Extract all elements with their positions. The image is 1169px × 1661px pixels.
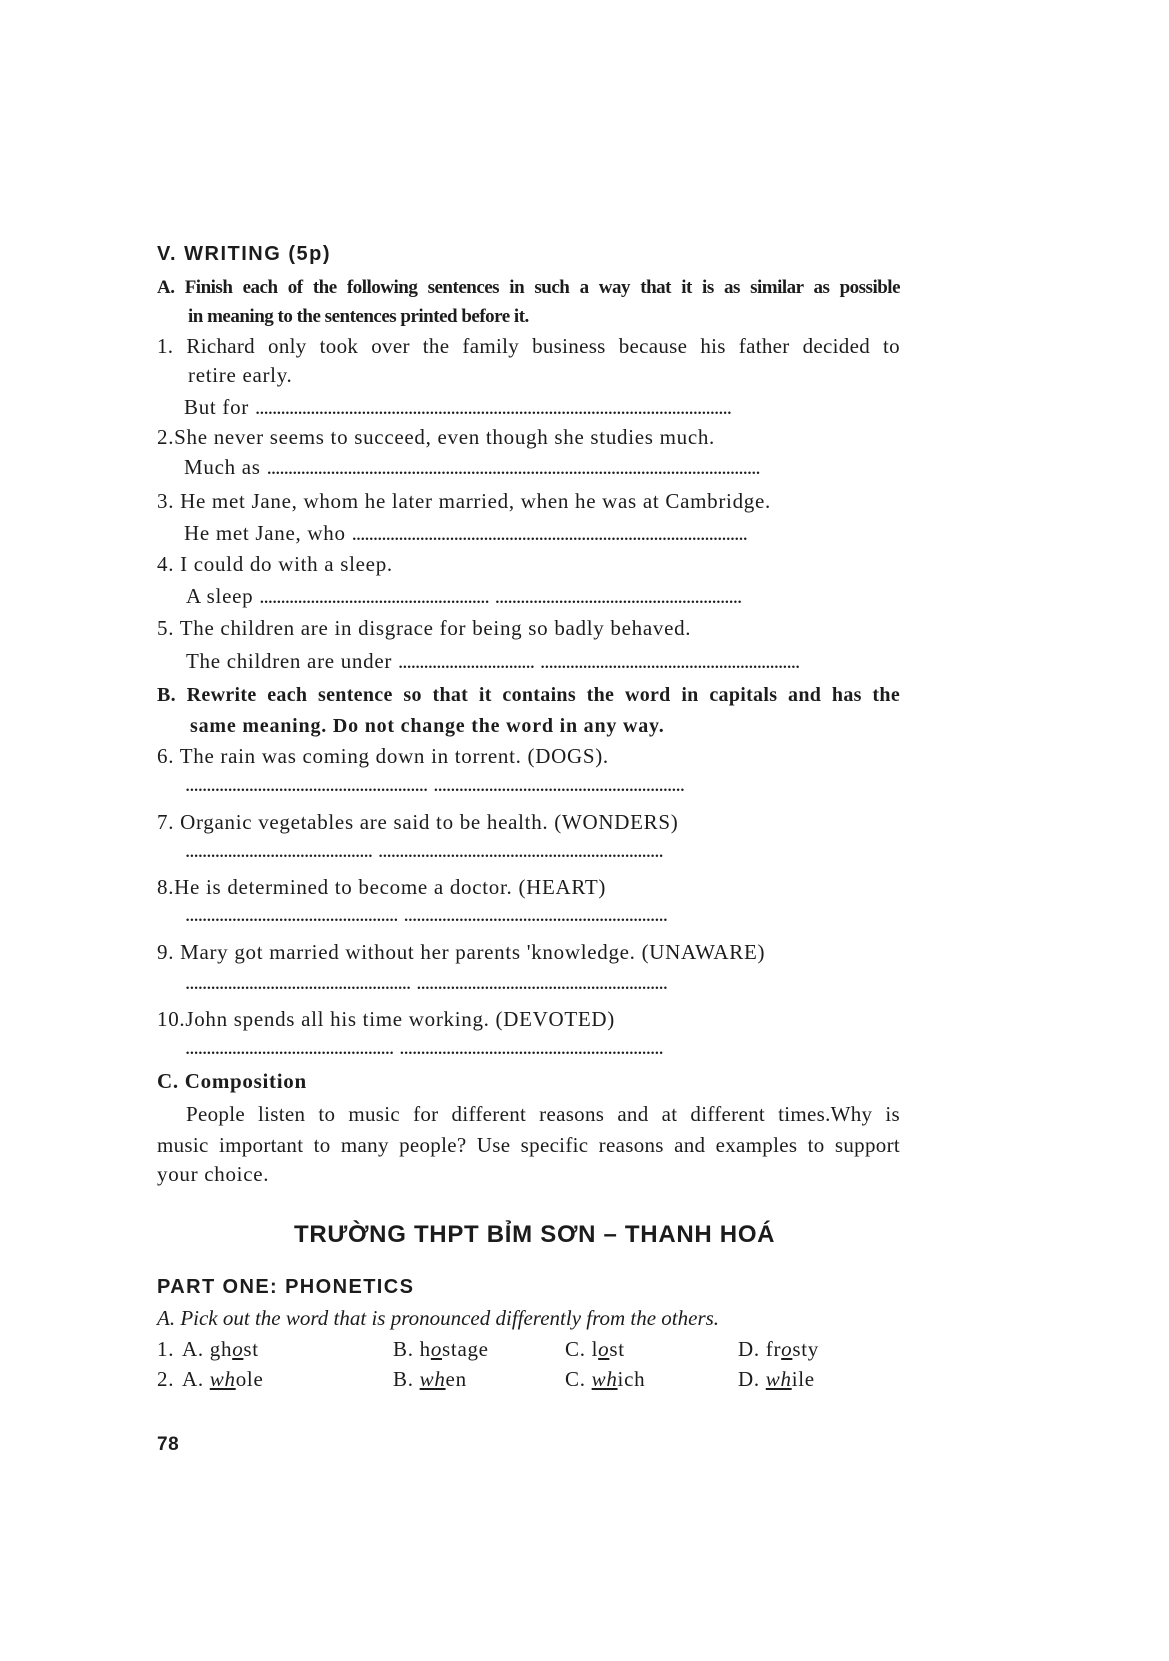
item-9-answer-line bbox=[185, 967, 667, 997]
answer-dots: .................................................................................................................... bbox=[266, 455, 760, 479]
option-d bbox=[738, 1334, 819, 1364]
item-4-prompt: A sleep bbox=[186, 584, 254, 608]
item-9-sentence: 9. Mary got married without her parents 'knowledge. (UNAWARE) bbox=[157, 940, 766, 964]
option-letter: B. bbox=[393, 1337, 414, 1361]
composition-line-3: your choice. bbox=[157, 1162, 270, 1186]
item-1-prompt: But for bbox=[184, 395, 249, 419]
phonetics-instruction: A. Pick out the word that is pronounced differently from the others. bbox=[157, 1306, 720, 1330]
option-word-end: ile bbox=[791, 1367, 815, 1391]
option-underlined-sound: o bbox=[430, 1337, 443, 1361]
item-1-sentence: 1. Richard only took over the family business because his father decided to bbox=[157, 334, 900, 358]
option-letter: C. bbox=[565, 1367, 586, 1391]
item-4-sentence: 4. I could do with a sleep. bbox=[157, 552, 393, 576]
option-word-start: gh bbox=[209, 1337, 233, 1361]
item-6-sentence: 6. The rain was coming down in torrent. (DOGS). bbox=[157, 744, 609, 768]
option-c bbox=[565, 1334, 625, 1364]
answer-dots: ...................................................... bbox=[259, 584, 489, 608]
item-7-sentence: 7. Organic vegetables are said to be health. (WONDERS) bbox=[157, 810, 679, 834]
answer-dots: .............................................................. bbox=[403, 902, 667, 926]
option-letter: D. bbox=[738, 1367, 760, 1391]
answer-dots: .............................................................. bbox=[399, 1035, 663, 1059]
option-letter: D. bbox=[738, 1337, 760, 1361]
option-word-start: fr bbox=[765, 1337, 782, 1361]
page-number: 78 bbox=[157, 1434, 180, 1455]
item-3-prompt: He met Jane, who bbox=[184, 521, 346, 545]
item-8-answer-line bbox=[185, 899, 667, 929]
answer-dots: ............................................................................................. bbox=[351, 521, 747, 545]
composition-line-2: music important to many people? Use specific reasons and examples to support bbox=[157, 1133, 900, 1157]
option-letter: A. bbox=[182, 1337, 204, 1361]
option-word-end: ole bbox=[235, 1367, 264, 1391]
option-underlined-sound: o bbox=[598, 1337, 610, 1361]
answer-dots: ........................................................... bbox=[433, 772, 684, 796]
answer-dots: .......................................................... bbox=[494, 584, 742, 608]
item-2-sentence: 2.She never seems to succeed, even though she studies much. bbox=[157, 425, 716, 449]
composition-line-1: People listen to music for different reasons and at different times.Why is bbox=[186, 1102, 900, 1126]
option-underlined-sound: wh bbox=[209, 1367, 236, 1391]
section-heading-writing: V. WRITING (5p) bbox=[157, 243, 331, 265]
item-10-sentence: 10.John spends all his time working. (DEVOTED) bbox=[157, 1007, 615, 1031]
option-underlined-sound: wh bbox=[591, 1367, 618, 1391]
option-underlined-sound: o bbox=[781, 1337, 793, 1361]
option-underlined-sound: wh bbox=[765, 1367, 792, 1391]
item-6-answer-line bbox=[185, 769, 684, 799]
school-heading: TRƯỜNG THPT BỈM SƠN – THANH HOÁ bbox=[294, 1221, 776, 1248]
instruction-a-line-2: in meaning to the sentences printed before it. bbox=[188, 306, 529, 327]
option-b bbox=[393, 1364, 467, 1394]
item-3-answer-line bbox=[184, 518, 747, 548]
question-number: 1. bbox=[157, 1337, 175, 1361]
item-1-sentence-cont: retire early. bbox=[188, 363, 293, 387]
option-underlined-sound: o bbox=[232, 1337, 244, 1361]
answer-dots: ................................................. bbox=[185, 1035, 394, 1059]
instruction-b-line-1: B. Rewrite each sentence so that it contains the word in capitals and has the bbox=[157, 684, 900, 706]
option-word-end: st bbox=[609, 1337, 625, 1361]
answer-dots: ........................................................... bbox=[416, 970, 667, 994]
answer-dots: ................................ bbox=[398, 649, 535, 673]
item-5-sentence: 5. The children are in disgrace for being so badly behaved. bbox=[157, 616, 692, 640]
item-2-prompt: Much as bbox=[184, 455, 261, 479]
item-7-answer-line bbox=[185, 835, 663, 865]
option-letter: C. bbox=[565, 1337, 586, 1361]
question-row-2 bbox=[157, 1364, 857, 1394]
instruction-b-line-2: same meaning. Do not change the word in any way. bbox=[190, 715, 665, 737]
answer-dots: ................................................................................................................ bbox=[254, 395, 731, 419]
option-letter: A. bbox=[182, 1367, 204, 1391]
option-a bbox=[182, 1364, 263, 1394]
option-word-end: ich bbox=[617, 1367, 646, 1391]
item-10-answer-line bbox=[185, 1032, 663, 1062]
answer-dots: ............................................................. bbox=[540, 649, 800, 673]
answer-dots: .................................................. bbox=[185, 902, 398, 926]
item-5-prompt: The children are under bbox=[186, 649, 393, 673]
option-word-start: l bbox=[591, 1337, 599, 1361]
option-word-end: stage bbox=[442, 1337, 489, 1361]
option-letter: B. bbox=[393, 1367, 414, 1391]
item-1-answer-line bbox=[184, 392, 731, 422]
item-2-answer-line bbox=[184, 452, 760, 482]
option-b bbox=[393, 1334, 489, 1364]
item-3-sentence: 3. He met Jane, whom he later married, when he was at Cambridge. bbox=[157, 489, 771, 513]
option-word-end: st bbox=[243, 1337, 259, 1361]
composition-heading: C. Composition bbox=[157, 1069, 307, 1093]
option-word-start: h bbox=[419, 1337, 431, 1361]
item-8-sentence: 8.He is determined to become a doctor. (HEART) bbox=[157, 875, 607, 899]
option-c bbox=[565, 1364, 645, 1394]
option-d bbox=[738, 1364, 815, 1394]
option-word-end: sty bbox=[792, 1337, 819, 1361]
option-underlined-sound: wh bbox=[419, 1367, 446, 1391]
question-row-1 bbox=[157, 1334, 857, 1364]
instruction-a-line-1: A. Finish each of the following sentences in such a way that it is as similar as possible bbox=[157, 277, 900, 298]
answer-dots: ............................................ bbox=[185, 838, 372, 862]
part-one-heading: PART ONE: PHONETICS bbox=[157, 1276, 415, 1298]
answer-dots: ......................................................... bbox=[185, 772, 428, 796]
option-a bbox=[182, 1334, 259, 1364]
question-number: 2. bbox=[157, 1367, 175, 1391]
option-word-end: en bbox=[445, 1367, 467, 1391]
answer-dots: ................................................................... bbox=[378, 838, 663, 862]
item-5-answer-line bbox=[186, 646, 799, 676]
item-4-answer-line bbox=[186, 581, 741, 611]
answer-dots: ..................................................... bbox=[185, 970, 411, 994]
